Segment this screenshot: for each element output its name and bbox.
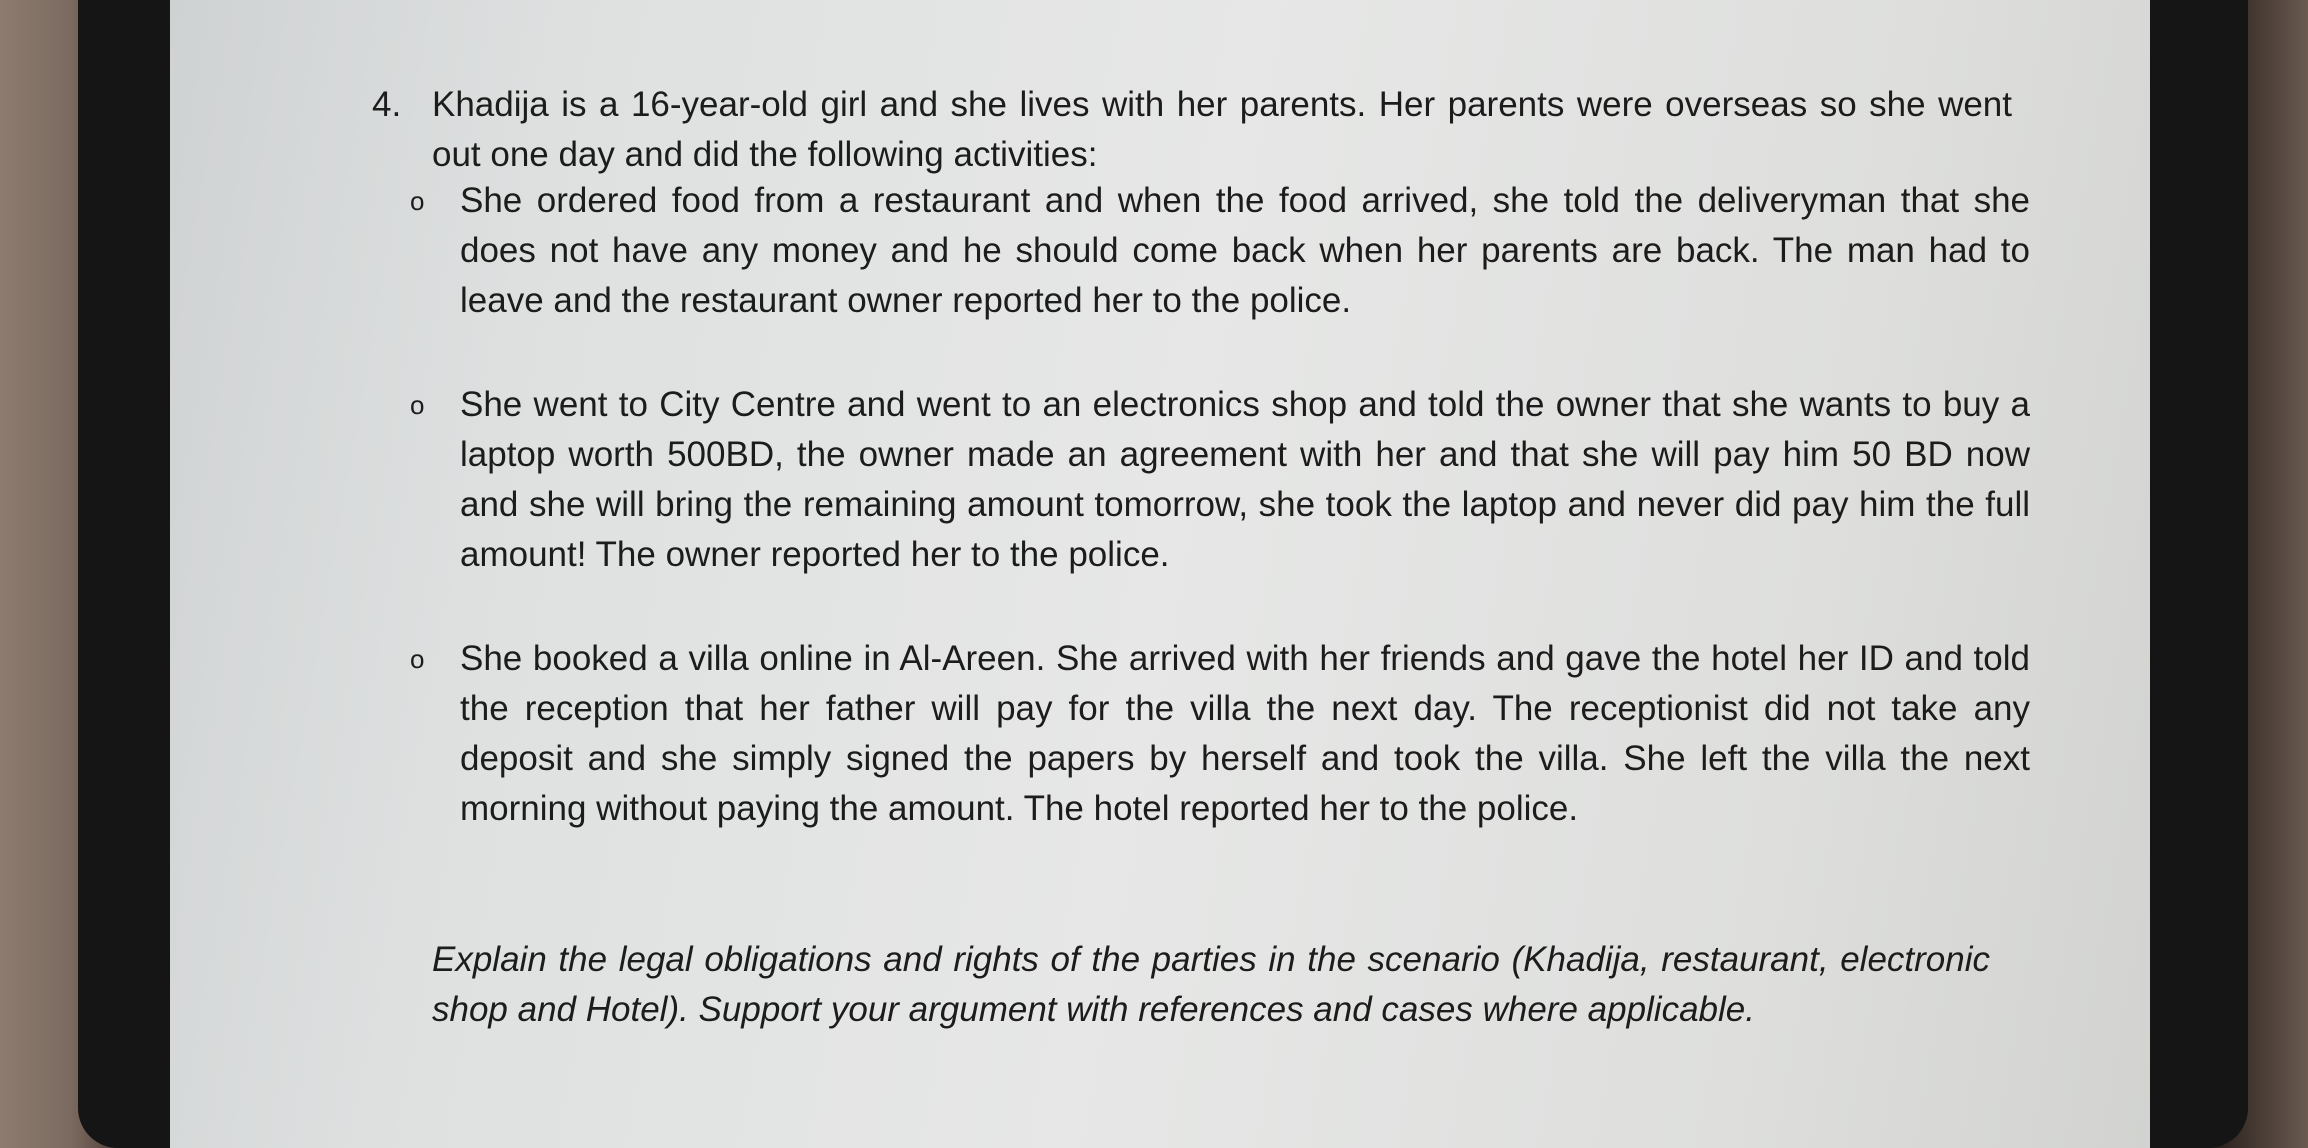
bullet-text-villa: She booked a villa online in Al-Areen. She arrived with her friends and gave the hotel her ID and told the reception that her father will pay for the villa the next day. The receptionist did not take any deposit and she simply signed the papers by herself and took the villa. She left the villa the next morning without paying the amount. The hotel reported her to the police. [460,639,2030,828]
bullet-circle-icon: o [410,186,425,216]
bullet-text-electronics-shop: She went to City Centre and went to an electronics shop and told the owner that she wants to buy a laptop worth 500BD, the owner made an agreement with her and that she will pay him 50 BD now and she will bring the remaining amount tomorrow, she took the laptop and never did pay him the full amount! The owner reported her to the police. [460,385,2030,574]
bullet-circle-icon: o [410,644,425,674]
bullet-text-restaurant: She ordered food from a restaurant and when the food arrived, she told the deliveryman that she does not have any money and he should come back when her parents are back. The man had to leave and the restaurant owner reported her to the police. [460,181,2030,320]
question-number: 4. [372,85,402,124]
question-intro: Khadija is a 16-year-old girl and she lives with her parents. Her parents were overseas so she went out one day and did the following activities: [432,85,2012,174]
device-screen [170,0,2150,1148]
bullet-circle-icon: o [410,390,425,420]
document-page [170,0,2150,1148]
question-instruction: Explain the legal obligations and rights of the parties in the scenario (Khadija, restaurant, electronic shop and Hotel). Support your argument with references and cases where applicable. [432,940,1990,1029]
